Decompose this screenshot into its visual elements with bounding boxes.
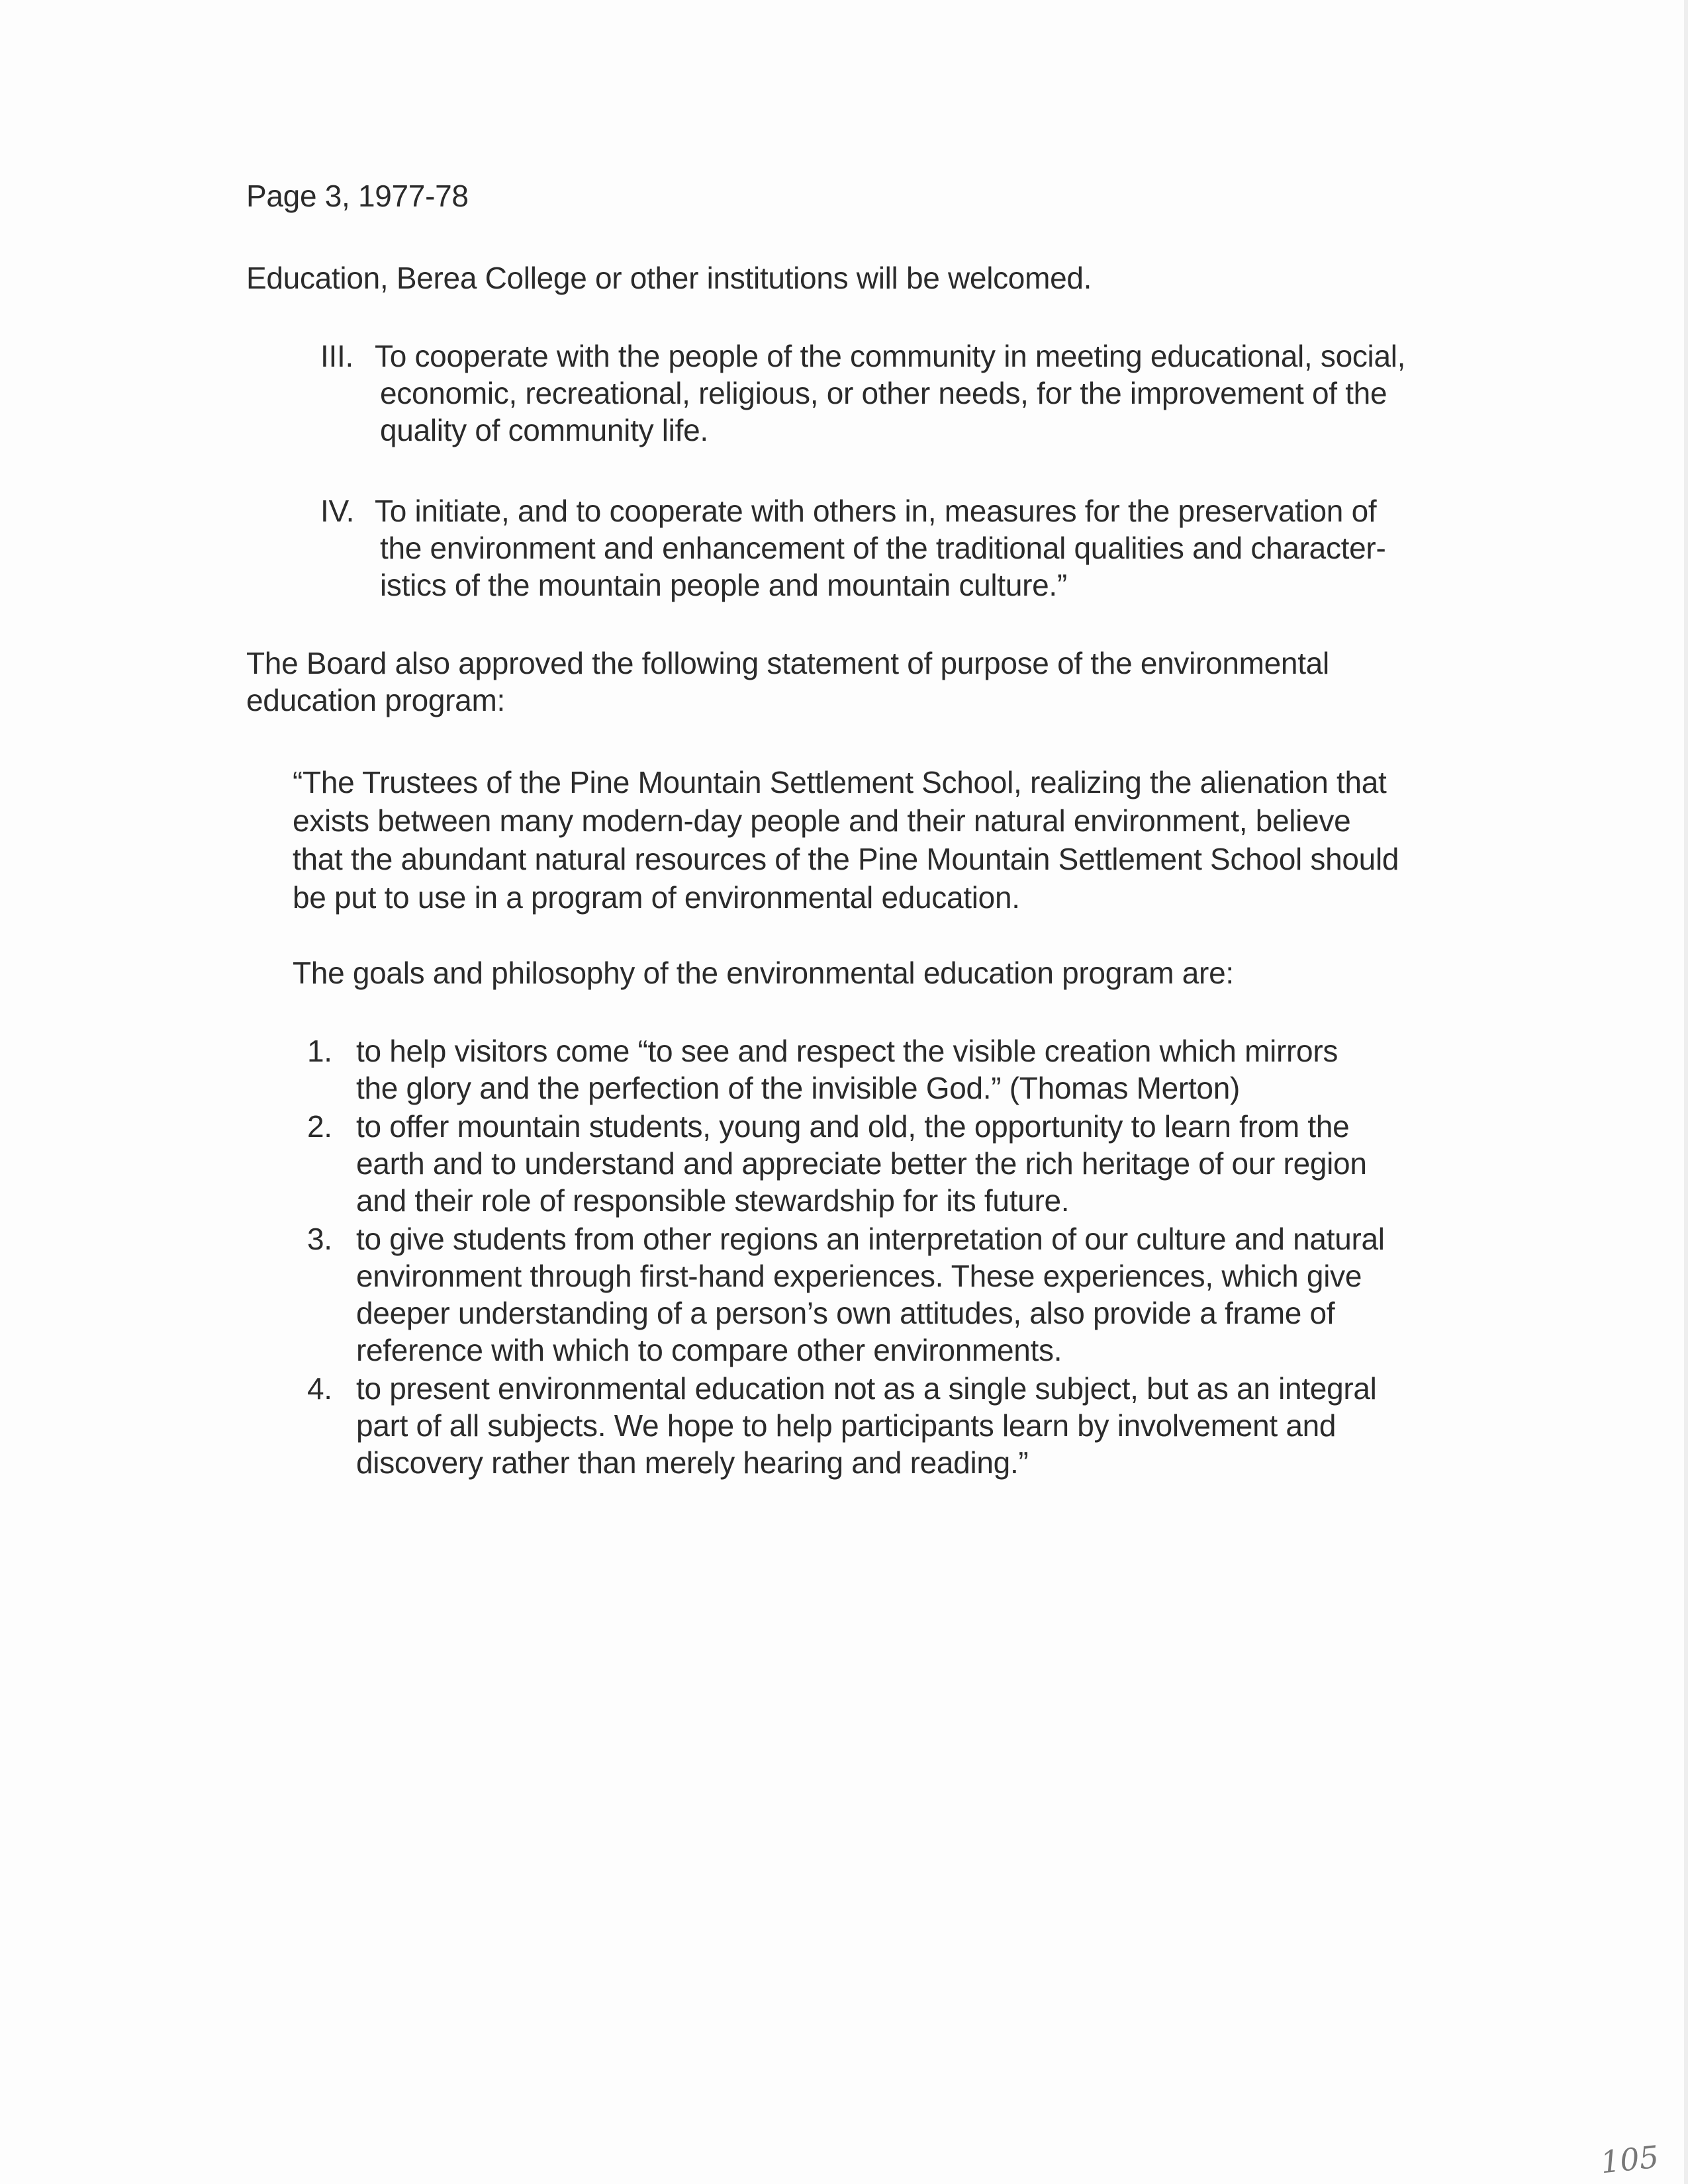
goal-item-line: and their role of responsible stewardship for its future. bbox=[356, 1183, 1070, 1218]
goal-item-line: environment through first-hand experiences. These experiences, which give bbox=[356, 1259, 1362, 1293]
goal-item: to help visitors come “to see and respect the visible creation which mirrors bbox=[356, 1034, 1338, 1068]
board-statement-line: education program: bbox=[246, 683, 505, 717]
goal-item-line: earth and to understand and appreciate better the rich heritage of our region bbox=[356, 1146, 1367, 1181]
goal-number: 3. bbox=[307, 1222, 332, 1256]
goal-item-line: deeper understanding of a person’s own attitudes, also provide a frame of bbox=[356, 1296, 1335, 1330]
trustees-quote: “The Trustees of the Pine Mountain Settlement School, realizing the alienation that bbox=[293, 765, 1387, 799]
roman-item-text: To initiate, and to cooperate with others in, measures for the preservation of bbox=[375, 494, 1377, 528]
trustees-quote-line: be put to use in a program of environmental education. bbox=[293, 880, 1020, 915]
roman-numeral: III. bbox=[320, 339, 353, 373]
continuation-paragraph: Education, Berea College or other institutions will be welcomed. bbox=[246, 261, 1092, 295]
roman-item-line: the environment and enhancement of the traditional qualities and character- bbox=[380, 531, 1386, 565]
roman-item-text: To cooperate with the people of the community in meeting educational, social, bbox=[375, 339, 1406, 373]
roman-item-line: quality of community life. bbox=[380, 413, 708, 447]
goal-item-line: part of all subjects. We hope to help participants learn by involvement and bbox=[356, 1408, 1336, 1443]
goal-item-line: the glory and the perfection of the invisible God.” (Thomas Merton) bbox=[356, 1071, 1241, 1105]
roman-item-line: economic, recreational, religious, or other needs, for the improvement of the bbox=[380, 376, 1387, 410]
goal-number: 1. bbox=[307, 1034, 332, 1068]
handwritten-page-number: 105 bbox=[1599, 2138, 1661, 2181]
goal-number: 4. bbox=[307, 1371, 332, 1406]
trustees-quote-line: exists between many modern-day people and their natural environment, believe bbox=[293, 803, 1351, 838]
goal-item-line: discovery rather than merely hearing and reading.” bbox=[356, 1445, 1029, 1480]
roman-item-iii bbox=[320, 338, 1405, 375]
roman-item-line: istics of the mountain people and mountain culture.” bbox=[380, 568, 1067, 602]
page-header: Page 3, 1977-78 bbox=[246, 179, 469, 213]
goal-item: to give students from other regions an interpretation of our culture and natural bbox=[356, 1222, 1385, 1256]
board-statement: The Board also approved the following statement of purpose of the environmental bbox=[246, 646, 1329, 680]
goals-intro: The goals and philosophy of the environmental education program are: bbox=[293, 956, 1234, 990]
trustees-quote-line: that the abundant natural resources of the Pine Mountain Settlement School should bbox=[293, 842, 1399, 876]
roman-numeral: IV. bbox=[320, 494, 355, 528]
goal-item: to present environmental education not as a single subject, but as an integral bbox=[356, 1371, 1377, 1406]
roman-item-iv bbox=[320, 492, 1376, 529]
scan-edge bbox=[1684, 0, 1688, 2184]
goal-item-line: reference with which to compare other environments. bbox=[356, 1333, 1062, 1367]
goal-item: to offer mountain students, young and old, the opportunity to learn from the bbox=[356, 1109, 1350, 1144]
goal-number: 2. bbox=[307, 1109, 332, 1144]
